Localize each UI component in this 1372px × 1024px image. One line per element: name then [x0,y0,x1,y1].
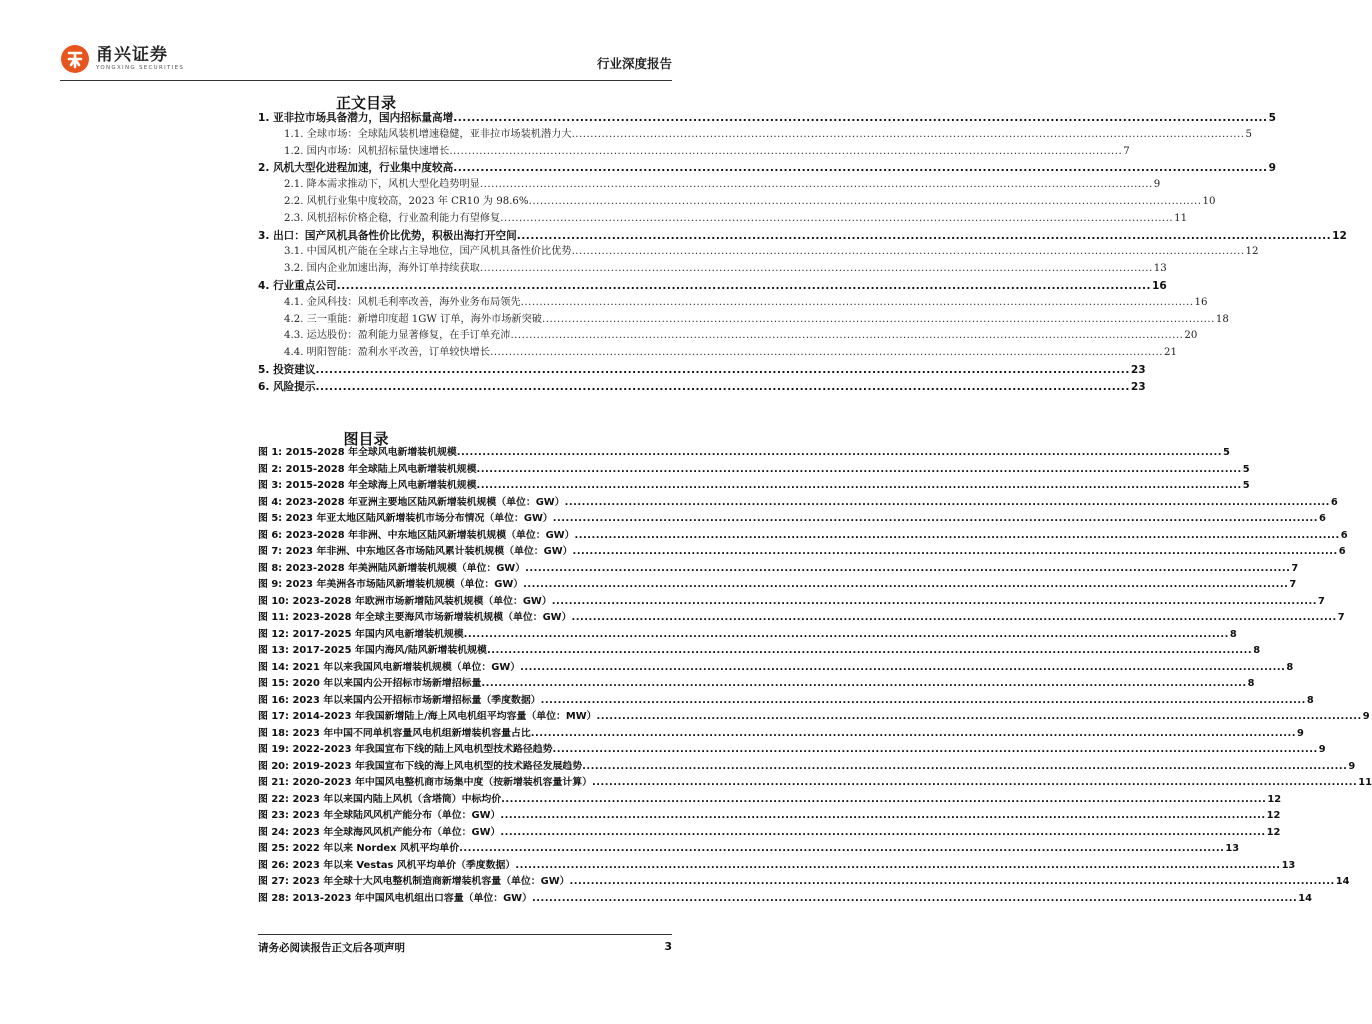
leader-dots [464,627,1229,644]
figure-entry-label: 图 10: 2023-2028 年欧洲市场新增陆风装机规模（单位：GW） [258,595,552,607]
toc-entry-label: 2. 风机大型化进程加速，行业集中度较高 [258,162,454,175]
figure-entry-page: 5 [1242,463,1250,475]
figure-entry-page: 8 [1253,645,1261,656]
leader-dots [337,278,1151,295]
toc-entry-label: 1.2. 国内市场：风机招标量快速增长 [284,145,450,157]
figure-list-entry[interactable] [258,775,1372,792]
figure-entry-page: 5 [1222,447,1230,458]
toc-entry[interactable] [258,177,1161,194]
leader-dots [541,693,1306,710]
toc-entry-label: 4.1. 金风科技：风机毛利率改善，海外业务布局领先 [284,296,521,308]
figure-list-entry[interactable] [258,660,1294,677]
toc-entry-page: 23 [1130,363,1146,376]
leader-dots [523,577,1288,594]
figure-entry-label: 图 14: 2021 年以来我国风电新增装机规模（单位：GW） [258,661,521,673]
figure-list-entry[interactable] [258,594,1325,611]
figure-entry-label: 图 23: 2023 年全球陆风风机产能分布（单位：GW） [258,810,501,821]
figure-entry-label: 图 28: 2013-2023 年中国风电机组出口容量（单位：GW） [258,892,532,904]
toc-entry[interactable] [258,345,1177,362]
figure-list-entry[interactable] [258,544,1346,561]
leader-dots [457,445,1222,462]
figure-list-entry[interactable] [258,726,1304,743]
figure-entry-page: 6 [1338,546,1346,557]
toc-entry-page: 5 [1245,128,1252,140]
toc-entry-page: 9 [1153,179,1161,191]
leader-dots [515,858,1280,875]
leader-dots [529,194,1202,211]
figure-list-entry[interactable] [258,759,1356,776]
leader-dots [565,495,1330,512]
figure-entry-page: 9 [1362,711,1370,722]
leader-dots [453,110,1267,127]
toc-entry-page: 13 [1153,263,1167,275]
toc-entry[interactable] [258,379,1146,396]
figure-entry-label: 图 11: 2023-2028 年全球主要海风市场新增装机规模（单位：GW） [258,612,572,623]
leader-dots [500,825,1265,842]
figure-entry-page: 12 [1267,793,1282,805]
leader-dots [315,379,1129,396]
toc-entry-page: 10 [1202,195,1216,207]
toc-entry-label: 5. 投资建议 [258,363,316,376]
figure-entry-label: 图 26: 2023 年以来 Vestas 风机平均单价（季度数据） [258,859,516,871]
toc-entry-page: 21 [1163,347,1177,359]
leader-dots [480,261,1153,278]
figure-entry-page: 7 [1337,612,1345,623]
figure-list-entry[interactable] [258,709,1370,726]
figure-entry-page: 8 [1306,694,1314,706]
figure-entry-label: 图 7: 2023 年非洲、中东地区各市场陆风累计装机规模（单位：GW） [258,546,573,557]
figure-entry-label: 图 12: 2017-2025 年国内风电新增装机规模 [258,628,464,640]
figure-list-entry[interactable] [258,528,1348,545]
leader-dots [510,328,1183,345]
figure-list-entry[interactable] [258,495,1338,512]
toc-title: 正文目录 [335,94,396,112]
figure-entry-label: 图 15: 2020 年以来国内公开招标市场新增招标量 [258,678,482,689]
toc-entry-page: 9 [1268,162,1276,175]
figure-list-entry[interactable] [258,610,1345,627]
toc-entry[interactable] [258,110,1276,127]
leader-dots [582,759,1347,776]
toc-list [258,110,1347,396]
toc-entry-label: 1.1. 全球市场：全球陆风装机增速稳健，亚非拉市场装机潜力大 [284,128,572,140]
leader-dots [449,144,1122,161]
figure-entry-page: 9 [1318,744,1326,755]
figure-entry-label: 图 19: 2022-2023 年我国宣布下线的陆上风电机型技术路径趋势 [258,744,553,755]
leader-dots [480,177,1153,194]
toc-entry-page: 12 [1245,246,1259,258]
figure-entry-page: 12 [1266,810,1281,821]
toc-entry[interactable] [258,261,1167,278]
figure-entry-page: 11 [1358,777,1372,788]
figure-entry-page: 14 [1298,892,1312,904]
figure-entry-page: 6 [1330,496,1338,508]
toc-entry-page: 16 [1194,296,1208,308]
figure-entry-label: 图 20: 2019-2023 年我国宣布下线的海上风电机型的技术路径发展趋势 [258,760,583,772]
figure-list-entry[interactable] [258,874,1350,891]
leader-dots [501,792,1266,809]
leader-dots [521,295,1194,312]
toc-entry-page: 16 [1152,279,1167,292]
footer-divider [258,934,672,935]
figure-entry-label: 图 21: 2020-2023 年中国风电整机商市场集中度（按新增装机容量计算） [258,777,592,788]
figure-entry-label: 图 22: 2023 年以来国内陆上风机（含塔筒）中标均价 [258,793,502,805]
leader-dots [573,544,1338,561]
toc-entry[interactable] [258,328,1198,345]
figure-list-entry[interactable] [258,676,1255,693]
toc-entry-page: 11 [1174,212,1188,224]
figure-entry-label: 图 16: 2023 年以来国内公开招标市场新增招标量（季度数据） [258,694,541,706]
toc-entry-page: 20 [1184,330,1198,342]
page-number: 3 [664,940,672,953]
toc-entry-label: 4. 行业重点公司 [258,279,337,292]
figure-entry-page: 7 [1289,579,1297,590]
figure-list-entry[interactable] [258,858,1296,875]
figure-entry-label: 图 13: 2017-2025 年国内海风/陆风新增装机规模 [258,645,487,656]
figure-list-entry[interactable] [258,462,1250,479]
figure-list-entry[interactable] [258,792,1282,809]
toc-entry[interactable] [258,228,1347,245]
logo-name: 甬兴证券 [96,45,168,65]
logo-mark-icon [60,44,90,74]
figure-entry-page: 8 [1286,661,1294,673]
figure-entry-page: 13 [1281,859,1296,871]
toc-entry-label: 4.3. 运达股份：盈利能力显著修复，在手订单充沛 [284,330,511,342]
toc-entry[interactable] [258,194,1216,211]
figure-entry-label: 图 8: 2023-2028 年美洲陆风新增装机规模（单位：GW） [258,562,526,574]
figure-list-entry[interactable] [258,742,1326,759]
logo-name-en: YONGXING SECURITIES [96,65,185,71]
toc-entry[interactable] [258,211,1188,228]
leader-dots [517,228,1331,245]
leader-dots [531,726,1296,743]
leader-dots [570,874,1335,891]
figure-entry-label: 图 3: 2015-2028 年全球海上风电新增装机规模 [258,480,477,491]
leader-dots [552,594,1317,611]
leader-dots [525,561,1290,578]
figure-entry-page: 13 [1225,843,1240,854]
leader-dots [500,211,1173,228]
toc-entry[interactable] [258,295,1208,312]
figure-list-entry[interactable] [258,577,1297,594]
leader-dots [553,511,1318,528]
toc-entry-label: 3.1. 中国风机产能在全球占主导地位，国产风机具备性价比优势 [284,246,572,258]
toc-entry-label: 4.2. 三一重能：新增印度超 1GW 订单，海外市场新突破 [284,313,542,325]
toc-entry[interactable] [258,127,1252,144]
leader-dots [490,345,1163,362]
toc-entry-page: 23 [1130,380,1146,393]
toc-entry[interactable] [258,278,1167,295]
leader-dots [476,462,1241,479]
leader-dots [476,478,1241,495]
leader-dots [542,312,1215,329]
toc-entry[interactable] [258,144,1130,161]
figure-list-entry[interactable] [258,643,1261,660]
figure-entry-label: 图 25: 2022 年以来 Nordex 风机平均单价 [258,843,460,854]
figure-list-entry[interactable] [258,478,1250,495]
figure-list-entry[interactable] [258,891,1312,908]
toc-entry-label: 2.2. 风机行业集中度较高，2023 年 CR10 为 98.6% [284,195,529,207]
figure-entry-label: 图 1: 2015-2028 年全球风电新增装机规模 [258,447,457,458]
figure-entry-label: 图 18: 2023 年中国不同单机容量风电机组新增装机容量占比 [258,727,531,739]
leader-dots [597,709,1362,726]
figure-entry-label: 图 6: 2023-2028 年非洲、中东地区陆风新增装机规模（单位：GW） [258,529,575,541]
figure-list-entry[interactable] [258,627,1237,644]
figure-entry-page: 9 [1348,760,1356,772]
figure-list-entry[interactable] [258,808,1281,825]
leader-dots [592,775,1357,792]
toc-entry-label: 3.2. 国内企业加速出海，海外订单持续获取 [284,263,480,275]
figure-entry-page: 5 [1242,480,1250,491]
page-header [60,44,672,80]
figure-entry-label: 图 9: 2023 年美洲各市场陆风新增装机规模（单位：GW） [258,579,524,590]
leader-dots [453,160,1267,177]
figure-list-title: 图目录 [343,430,389,448]
toc-entry[interactable] [258,244,1259,261]
leader-dots [572,244,1245,261]
toc-entry-page: 5 [1268,112,1276,124]
figure-entry-label: 图 2: 2015-2028 年全球陆上风电新增装机规模 [258,463,477,475]
toc-entry[interactable] [258,160,1276,177]
figure-entry-page: 8 [1229,628,1237,640]
figure-entry-page: 14 [1335,876,1350,887]
leader-dots [459,841,1224,858]
figure-entry-page: 12 [1266,826,1281,838]
toc-entry-page: 18 [1215,313,1229,325]
leader-dots [572,127,1245,144]
toc-entry-label: 2.1. 降本需求推动下，风机大型化趋势明显 [284,179,480,191]
leader-dots [481,676,1246,693]
figure-list-entry[interactable] [258,561,1299,578]
leader-dots [571,610,1336,627]
toc-entry-label: 4.4. 明阳智能：盈利水平改善，订单较快增长 [284,347,491,359]
figure-list-entry[interactable] [258,825,1281,842]
toc-entry-label: 2.3. 风机招标价格企稳，行业盈利能力有望修复 [284,212,501,224]
figure-entry-label: 图 27: 2023 年全球十大风电整机制造商新增装机容量（单位：GW） [258,876,570,887]
report-type: 行业深度报告 [596,56,672,71]
leader-dots [500,808,1265,825]
figure-list-entry[interactable] [258,511,1326,528]
toc-entry-page: 12 [1332,229,1347,242]
figure-entry-page: 9 [1297,727,1304,739]
figure-list-entry[interactable] [258,841,1240,858]
company-logo [60,44,184,74]
footer-disclaimer: 请务必阅读报告正文后各项声明 [258,942,405,954]
toc-entry-label: 1. 亚非拉市场具备潜力，国内招标量高增 [258,112,454,124]
figure-entry-label: 图 24: 2023 年全球海风风机产能分布（单位：GW） [258,826,501,838]
toc-entry-label: 3. 出口：国产风机具备性价比优势，积极出海打开空间 [258,229,517,242]
leader-dots [315,362,1129,379]
toc-entry-page: 7 [1123,145,1130,157]
leader-dots [487,643,1252,660]
figure-list-entry[interactable] [258,445,1230,462]
figure-entry-page: 7 [1317,595,1325,607]
leader-dots [520,660,1285,677]
toc-entry[interactable] [258,312,1229,329]
header-divider [60,80,672,81]
figure-entry-page: 6 [1319,513,1326,524]
figure-list-entry[interactable] [258,693,1314,710]
leader-dots [574,528,1339,545]
toc-entry-label: 6. 风险提示 [258,380,316,393]
leader-dots [552,742,1317,759]
figure-entry-label: 图 5: 2023 年亚太地区陆风新增装机市场分布情况（单位：GW） [258,513,553,524]
figure-entry-label: 图 17: 2014-2023 年我国新增陆上/海上风电机组平均容量（单位：MW） [258,711,597,722]
figure-entry-page: 8 [1247,678,1255,689]
toc-entry[interactable] [258,362,1146,379]
figure-entry-page: 6 [1340,529,1348,541]
figure-entry-page: 7 [1291,562,1299,574]
leader-dots [532,891,1297,908]
figure-entry-label: 图 4: 2023-2028 年亚洲主要地区陆风新增装机规模（单位：GW） [258,496,565,508]
figure-list [258,445,1372,907]
